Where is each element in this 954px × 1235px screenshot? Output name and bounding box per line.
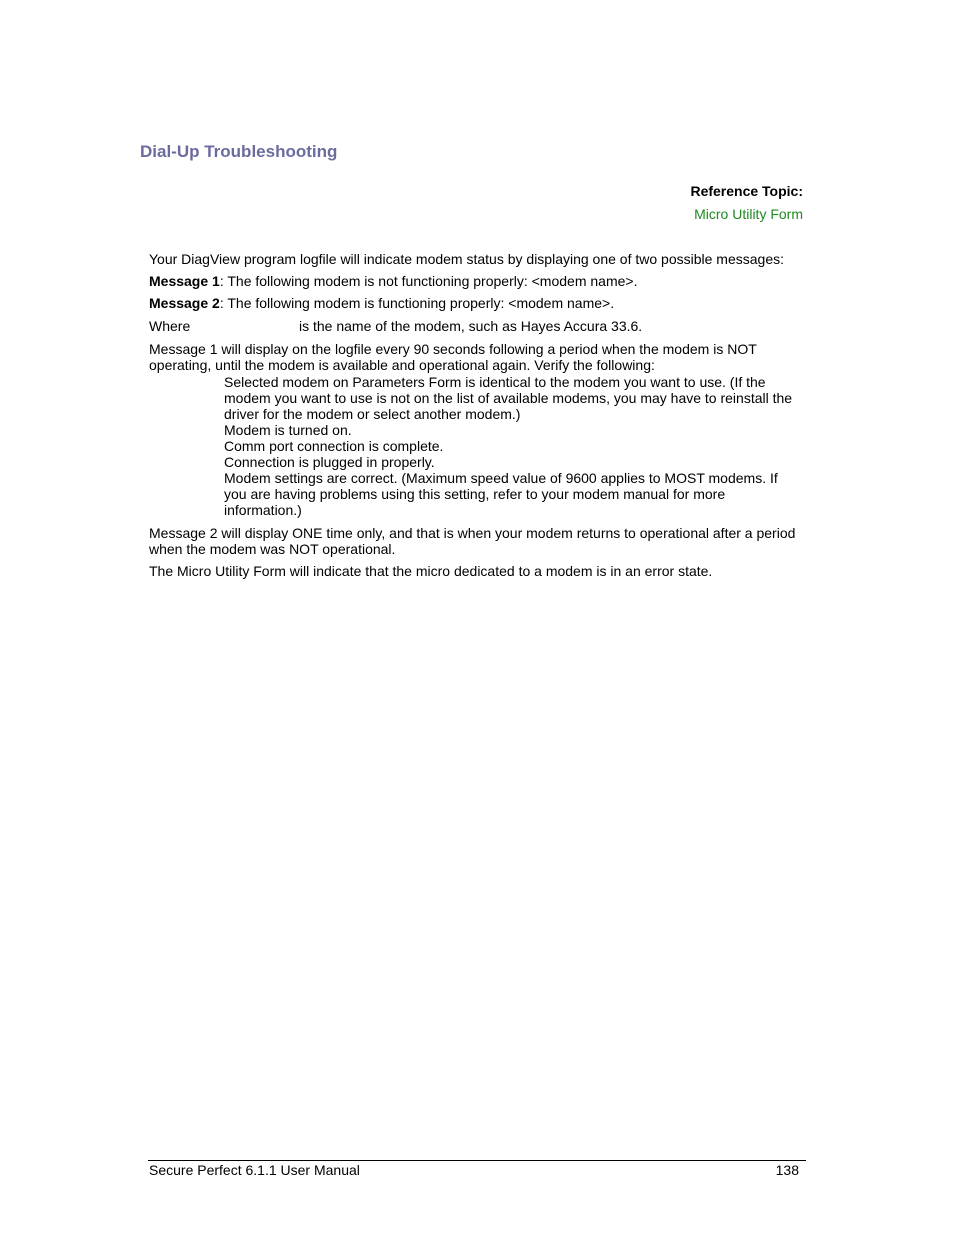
message-2-paragraph: Message 2 will display ONE time only, and that is when your modem returns to operational after a period when the modem was NOT operational. [149,525,796,557]
message-1-paragraph: Message 1 will display on the logfile every 90 seconds following a period when the modem is NOT operating, until the modem is available and operational again. Verify the following: [149,341,757,373]
message-1-line [149,273,804,289]
where-text: is the name of the modem, such as Hayes Accura 33.6. [299,318,643,334]
reference-topic-label: Reference Topic: [690,183,803,199]
list-item: Modem settings are correct. (Maximum speed value of 9600 applies to MOST modems. If you are having problems using this setting, refer to your modem manual for more information.) [224,470,778,518]
message-2-label: Message 2 [149,295,220,311]
section-heading: Dial-Up Troubleshooting [140,142,338,161]
message-1-text: : The following modem is not functioning properly: <modem name>. [219,273,638,289]
footer-title: Secure Perfect 6.1.1 User Manual [149,1162,360,1178]
page-number: 138 [775,1162,799,1178]
final-paragraph: The Micro Utility Form will indicate that the micro dedicated to a modem is in an error state. [149,563,713,579]
list-item: Modem is turned on. [224,422,352,438]
list-item: Connection is plugged in properly. [224,454,435,470]
message-1-label: Message 1 [149,273,220,289]
where-line [149,318,804,334]
reference-topic-link[interactable]: Micro Utility Form [694,206,803,222]
intro-paragraph: Your DiagView program logfile will indicate modem status by displaying one of two possible messages: [149,251,784,267]
verify-checklist [224,374,804,518]
message-2-text: : The following modem is functioning properly: <modem name>. [219,295,615,311]
message-2-line [149,295,804,311]
list-item: Selected modem on Parameters Form is identical to the modem you want to use. (If the modem you want to use is not on the list of available modems, you may have to reinstall the driver for the modem or select another modem.) [224,374,793,422]
footer-divider [148,1160,806,1161]
list-item: Comm port connection is complete. [224,438,444,454]
where-prefix: Where [149,318,191,334]
